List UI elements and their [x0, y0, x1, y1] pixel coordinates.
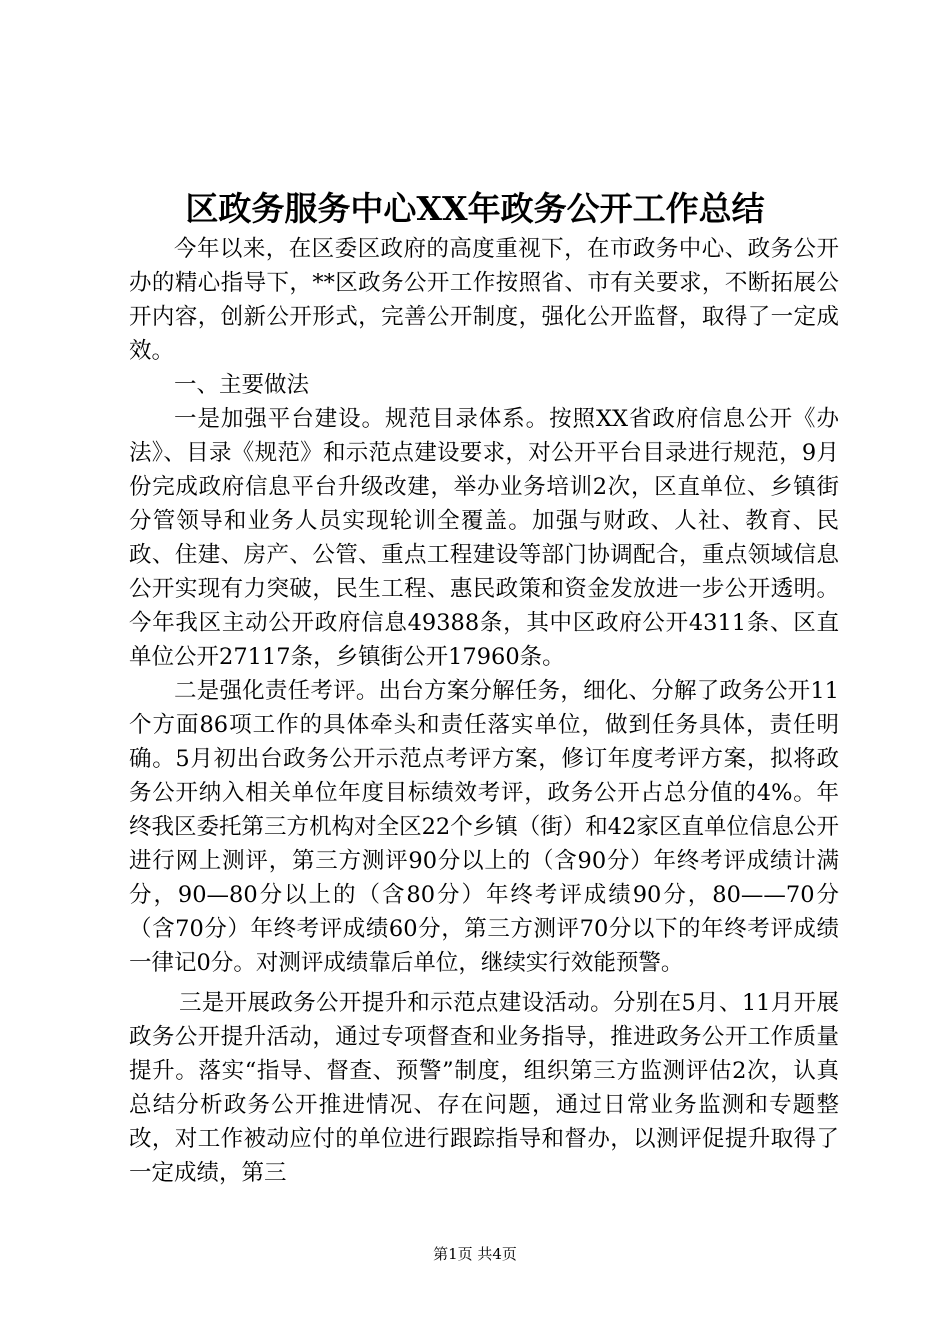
paragraph-intro: 今年以来，在区委区政府的高度重视下，在市政务中心、政务公开办的精心指导下，**区政务公开工作按照省、市有关要求，不断拓展公开内容，创新公开形式，完善公开制度，强化公开监督，取得了一定成效。 [129, 236, 839, 364]
document-title: 区政务服务中心XX年政务公开工作总结 [185, 189, 765, 228]
paragraph-evaluation: 二是强化责任考评。出台方案分解任务，细化、分解了政务公开11个方面86项工作的具体牵头和责任落实单位，做到任务具体，责任明确。5月初出台政务公开示范点考评方案，修订年度考评方案，拟将政务公开纳入相关单位年度目标绩效考评，政务公开占总分值的4%。年终我区委托第三方机构对全区22个乡镇（街）和42家区直单位信息公开进行网上测评，第三方测评90分以上的（含90分）年终考评成绩计满分，90—80分以上的（含80分）年终考评成绩90分，80——70分（含70分）年终考评成绩60分，第三方测评70分以下的年终考评成绩一律记0分。对测评成绩靠后单位，继续实行效能预警。 [129, 678, 839, 976]
paragraph-demonstration: 三是开展政务公开提升和示范点建设活动。分别在5月、11月开展政务公开提升活动，通过专项督查和业务指导，推进政务公开工作质量提升。落实“指导、督查、预警”制度，组织第三方监测评估2次，认真总结分析政务公开推进情况、存在问题，通过日常业务监测和专题整改，对工作被动应付的单位进行跟踪指导和督办，以测评促提升取得了一定成绩，第三 [129, 990, 839, 1186]
section-heading: 一、主要做法 [174, 372, 310, 398]
paragraph-platform: 一是加强平台建设。规范目录体系。按照XX省政府信息公开《办法》、目录《规范》和示范点建设要求，对公开平台目录进行规范，9月份完成政府信息平台升级改建，举办业务培训2次，区直单位、乡镇街分管领导和业务人员实现轮训全覆盖。加强与财政、人社、教育、民政、住建、房产、公管、重点工程建设等部门协调配合，重点领域信息公开实现有力突破，民生工程、惠民政策和资金发放进一步公开透明。今年我区主动公开政府信息49388条，其中区政府公开4311条、区直单位公开27117条，乡镇街公开17960条。 [129, 406, 839, 670]
document-body [129, 232, 839, 1190]
page-footer: 第1页 共4页 [433, 1245, 517, 1263]
